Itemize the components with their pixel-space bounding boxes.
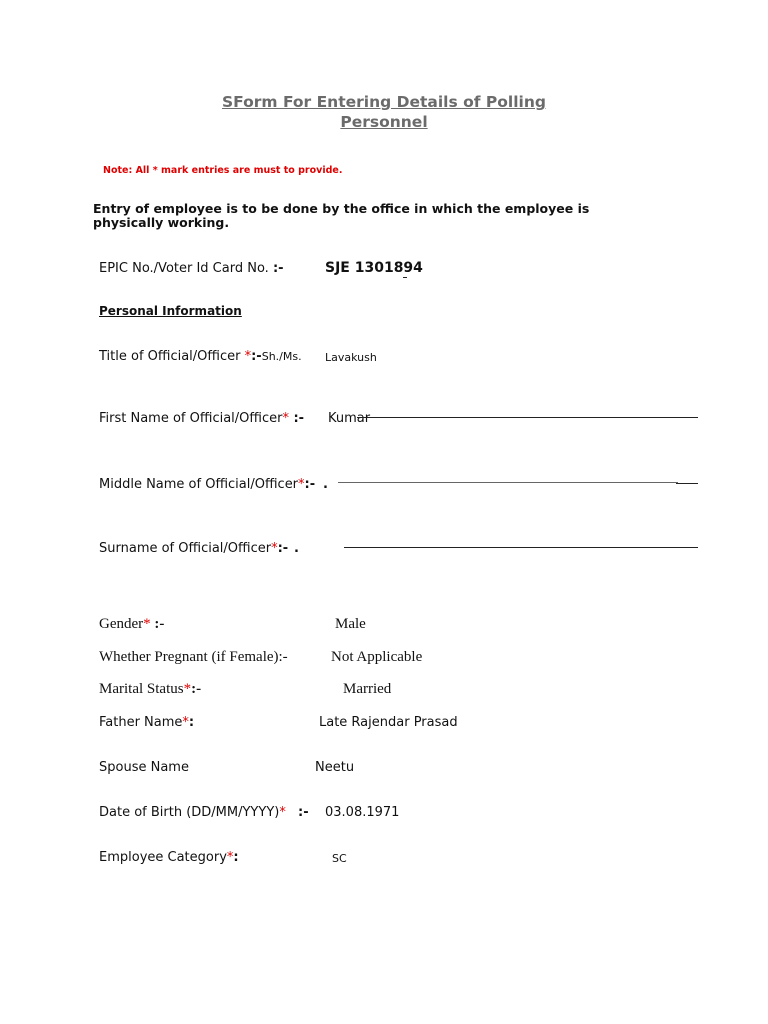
dob-value: 03.08.1971: [325, 805, 400, 820]
form-title-line1: SForm For Entering Details of Polling: [221, 93, 546, 111]
middle-name-line-end: [676, 483, 698, 484]
surname-value: .: [294, 541, 299, 556]
first-name-line: [357, 417, 698, 418]
required-star: *: [182, 715, 189, 730]
gender-label: Gender* :-: [99, 616, 165, 632]
required-star: *: [183, 681, 192, 697]
required-star: *: [282, 411, 289, 426]
epic-label: EPIC No./Voter Id Card No. :-: [99, 261, 284, 276]
form-title-line2: Personnel: [340, 113, 428, 131]
epic-underline: [403, 277, 407, 278]
dob-label: Date of Birth (DD/MM/YYYY)*: [99, 805, 286, 820]
title-value: Lavakush: [325, 351, 377, 364]
first-name-label: First Name of Official/Officer* :-: [99, 411, 305, 426]
middle-name-value: .: [323, 477, 328, 492]
spouse-name-label: Spouse Name: [99, 760, 189, 775]
pregnant-label: Whether Pregnant (if Female):-: [99, 649, 288, 665]
required-star: *: [279, 805, 286, 820]
required-star: *: [271, 541, 278, 556]
middle-name-line: [338, 482, 678, 483]
section-personal-information: Personal Information: [99, 304, 242, 318]
marital-status-label: Marital Status*:-: [99, 681, 202, 697]
spouse-name-value: Neetu: [315, 760, 355, 775]
title-label: Title of Official/Officer *:-Sh./Ms.: [99, 349, 302, 364]
required-star: *: [244, 349, 252, 364]
employee-category-value: SC: [332, 852, 347, 865]
required-star: *: [226, 850, 234, 865]
marital-status-value: Married: [343, 681, 392, 697]
epic-value: SJE 1301894: [325, 260, 423, 276]
employee-category-label: Employee Category*:: [99, 850, 239, 865]
dob-separator: :-: [298, 805, 309, 820]
first-name-value: Kumar: [328, 411, 371, 426]
middle-name-label: Middle Name of Official/Officer*:-: [99, 477, 316, 492]
surname-line: [344, 547, 698, 548]
surname-label: Surname of Official/Officer*:-: [99, 541, 289, 556]
mandatory-note: Note: All * mark entries are must to provide.: [103, 165, 343, 176]
gender-value: Male: [335, 616, 366, 632]
entry-instruction: Entry of employee is to be done by the office in which the employee is physically working.: [93, 201, 590, 230]
father-name-label: Father Name*:: [99, 715, 195, 730]
title-prefix: Sh./Ms.: [261, 350, 302, 363]
required-star: *: [298, 477, 305, 492]
father-name-value: Late Rajendar Prasad: [319, 715, 458, 730]
pregnant-value: Not Applicable: [331, 649, 423, 665]
required-star: *: [143, 616, 151, 632]
